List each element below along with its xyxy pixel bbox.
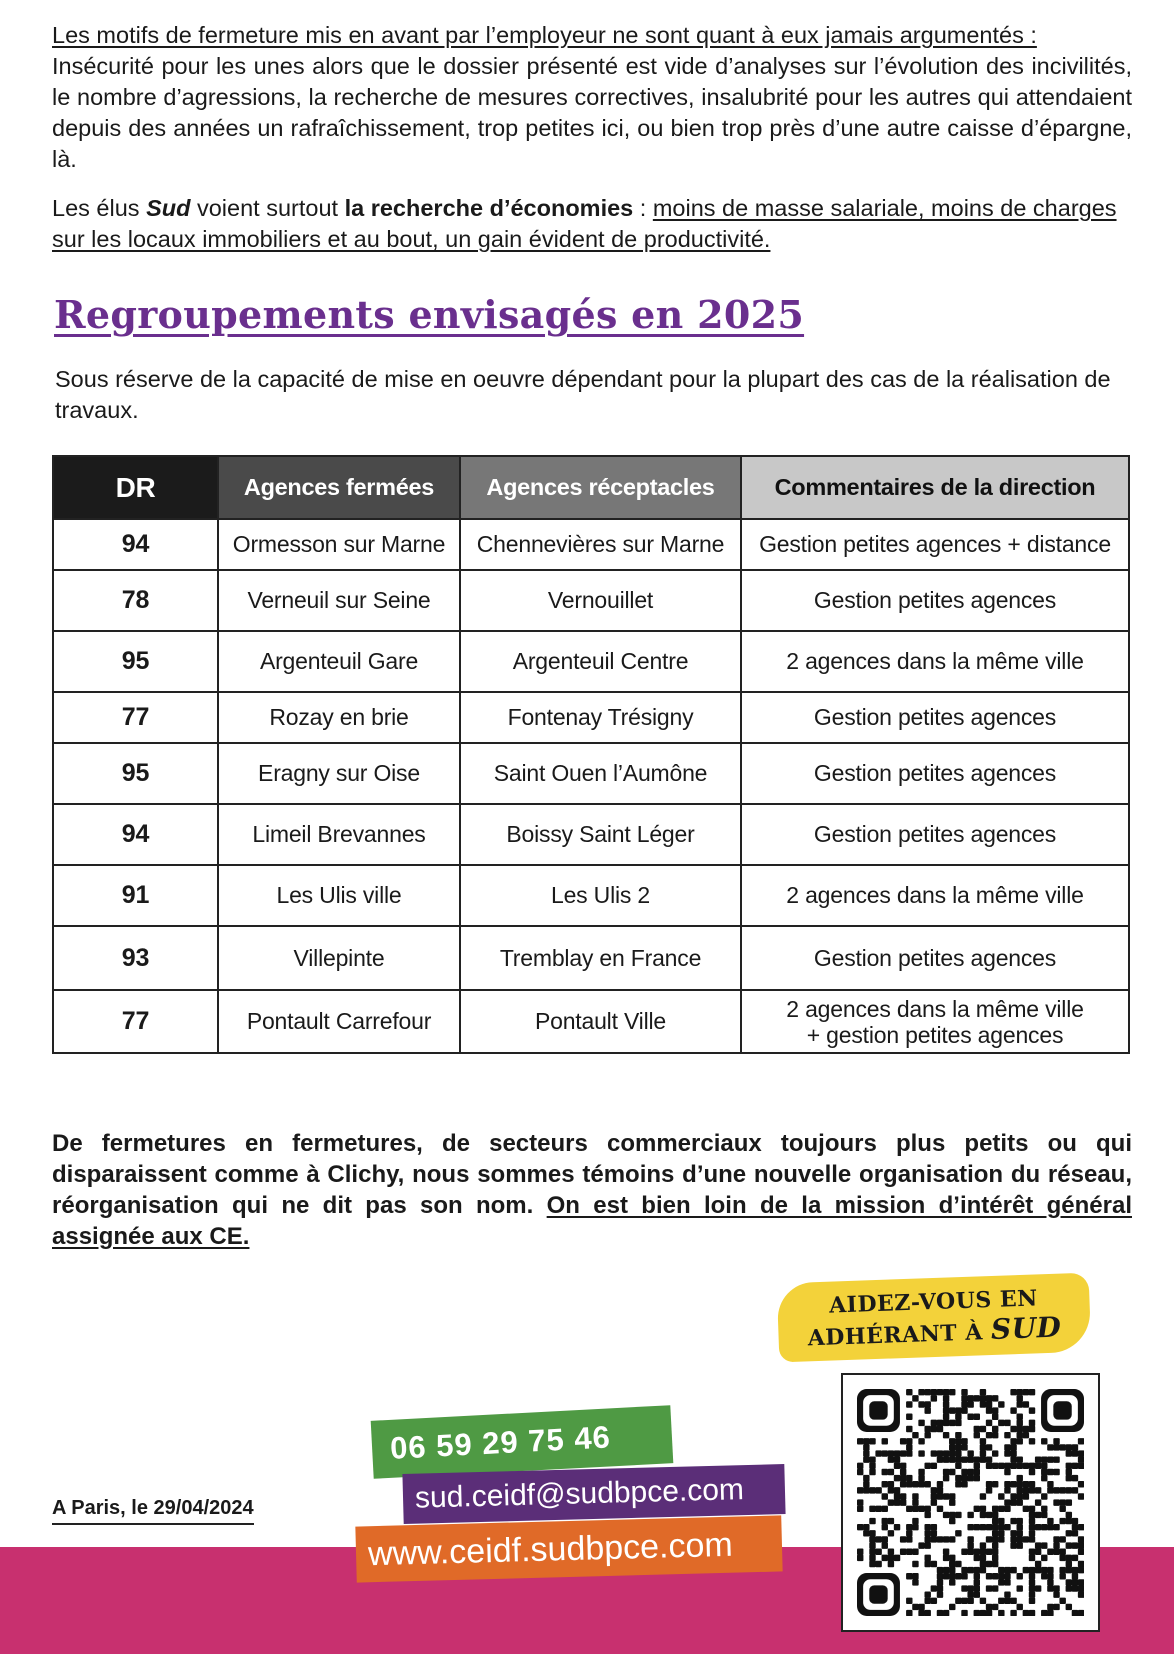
savings-emphasis: la recherche d’économies [344, 195, 634, 221]
cell-receiving: Tremblay en France [460, 926, 741, 990]
cta-sud: SUD [990, 1310, 1062, 1347]
savings-colon: : [633, 195, 653, 221]
cell-dr: 95 [53, 743, 218, 804]
cell-closed: Pontault Carrefour [218, 990, 460, 1053]
cell-dr: 91 [53, 865, 218, 926]
table-row [53, 990, 1129, 1053]
cell-receiving: Les Ulis 2 [460, 865, 741, 926]
cta-line-2: ADHÉRANT À [807, 1319, 992, 1352]
qr-code-icon [857, 1389, 1084, 1616]
conclusion-underlined: On est bien loin de la mission d’intérêt général assignée aux CE. [52, 1192, 1132, 1250]
email-tag[interactable]: sud.ceidf@sudbpce.com [402, 1464, 785, 1524]
qr-code[interactable] [841, 1373, 1100, 1632]
table-header-row [53, 456, 1129, 519]
conclusion-paragraph [52, 1128, 1132, 1252]
cell-dr: 93 [53, 926, 218, 990]
phone-tag[interactable]: 06 59 29 75 46 [371, 1405, 674, 1479]
cell-comment: Gestion petites agences [741, 692, 1129, 743]
cell-receiving: Boissy Saint Léger [460, 804, 741, 865]
cell-receiving: Fontenay Trésigny [460, 692, 741, 743]
cell-closed: Les Ulis ville [218, 865, 460, 926]
cell-closed: Villepinte [218, 926, 460, 990]
cell-closed: Verneuil sur Seine [218, 570, 460, 631]
cell-dr: 77 [53, 692, 218, 743]
cell-comment: 2 agences dans la même ville [741, 631, 1129, 692]
savings-text-1: Les élus [52, 195, 147, 221]
table-row [53, 692, 1129, 743]
cell-dr: 78 [53, 570, 218, 631]
closure-reasons-text: Insécurité pour les unes alors que le dossier présenté est vide d’analyses sur l’évolution des incivilités, le nombre d’agressions, la recherche de mesures correctives, insalubrité pour les autres qui attendaient depuis des années un rafraîchissement, trop petites ici, ou bien trop près d’une autre caisse d’épargne, là. [52, 53, 1132, 172]
cell-closed: Eragny sur Oise [218, 743, 460, 804]
table-row [53, 631, 1129, 692]
section-intro: Sous réserve de la capacité de mise en oeuvre dépendant pour la plupart des cas de la réalisation de travaux. [55, 366, 1111, 423]
closure-reasons-lead: Les motifs de fermeture mis en avant par l’employeur ne sont quant à eux jamais argumentés : [52, 22, 1037, 48]
comment-line-1: 2 agences dans la même ville [786, 995, 1084, 1022]
header-comments: Commentaires de la direction [741, 456, 1129, 519]
table-row [53, 865, 1129, 926]
table-row [53, 519, 1129, 570]
table-row [53, 804, 1129, 865]
regroupement-table [52, 455, 1130, 1054]
savings-text-2: voient surtout [190, 195, 345, 221]
join-sud-badge [777, 1273, 1092, 1363]
cell-comment: Gestion petites agences + distance [741, 519, 1129, 570]
cell-dr: 94 [53, 804, 218, 865]
savings-underlined: moins de masse salariale, moins de charges sur les locaux immobiliers et au bout, un gain évident de productivité. [52, 195, 1117, 252]
intro-paragraph [52, 20, 1132, 175]
table-row [53, 570, 1129, 631]
sud-word: Sud [146, 195, 191, 221]
cell-dr: 94 [53, 519, 218, 570]
cell-receiving: Chennevières sur Marne [460, 519, 741, 570]
cell-dr: 77 [53, 990, 218, 1053]
table-row [53, 926, 1129, 990]
header-closed-agencies: Agences fermées [218, 456, 460, 519]
table-row [53, 743, 1129, 804]
header-dr: DR [53, 456, 218, 519]
conclusion-text: De fermetures en fermetures, de secteurs commerciaux toujours plus petits ou qui disparaissent comme à Clichy, nous sommes témoins d’une nouvelle organisation du réseau, réorganisation qui ne dit pas son nom. [52, 1130, 1132, 1219]
cell-receiving: Argenteuil Centre [460, 631, 741, 692]
cell-comment [741, 990, 1129, 1053]
cell-comment: Gestion petites agences [741, 804, 1129, 865]
cta-line-1: AIDEZ-VOUS EN [828, 1285, 1039, 1319]
cell-closed: Rozay en brie [218, 692, 460, 743]
comment-line-2: + gestion petites agences [806, 1021, 1064, 1048]
cell-comment: Gestion petites agences [741, 570, 1129, 631]
cell-closed: Argenteuil Gare [218, 631, 460, 692]
cell-closed: Limeil Brevannes [218, 804, 460, 865]
savings-paragraph [52, 193, 1132, 255]
cell-comment: 2 agences dans la même ville [741, 865, 1129, 926]
date-signature: A Paris, le 29/04/2024 [52, 1497, 254, 1525]
cell-comment: Gestion petites agences [741, 743, 1129, 804]
section-heading: Regroupements envisagés en 2025 [54, 292, 805, 337]
cell-closed: Ormesson sur Marne [218, 519, 460, 570]
website-tag[interactable]: www.ceidf.sudbpce.com [355, 1515, 782, 1582]
cell-receiving: Pontault Ville [460, 990, 741, 1053]
cell-receiving: Vernouillet [460, 570, 741, 631]
cell-dr: 95 [53, 631, 218, 692]
header-receiving-agencies: Agences réceptacles [460, 456, 741, 519]
cell-comment: Gestion petites agences [741, 926, 1129, 990]
cell-receiving: Saint Ouen l’Aumône [460, 743, 741, 804]
